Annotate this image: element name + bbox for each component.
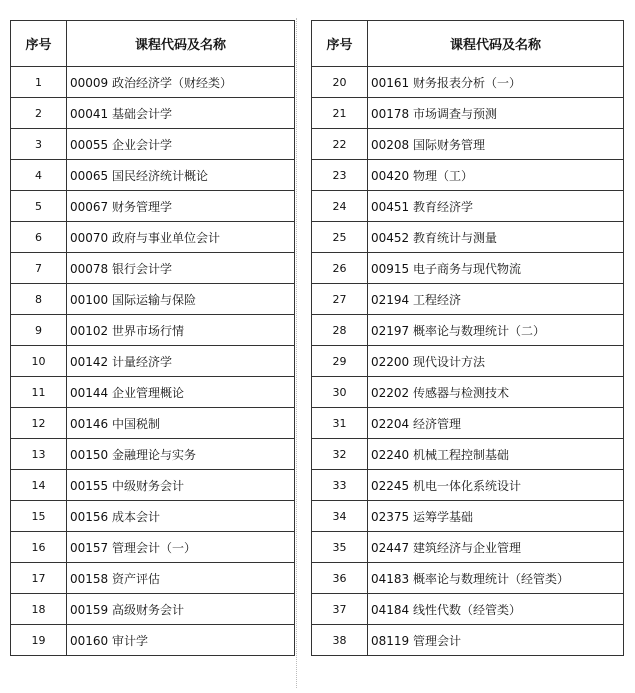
row-number: 36	[312, 563, 368, 594]
table-row	[312, 222, 624, 253]
row-number: 5	[11, 191, 67, 222]
course-name: 02447 建筑经济与企业管理	[368, 532, 624, 563]
course-name: 00041 基础会计学	[67, 98, 295, 129]
table-row	[312, 160, 624, 191]
table-row	[312, 408, 624, 439]
course-name: 00157 管理会计（一）	[67, 532, 295, 563]
table-row	[11, 501, 295, 532]
row-number: 24	[312, 191, 368, 222]
table-row	[312, 191, 624, 222]
table-row	[312, 470, 624, 501]
row-number: 32	[312, 439, 368, 470]
row-number: 15	[11, 501, 67, 532]
row-number: 25	[312, 222, 368, 253]
table-row	[11, 594, 295, 625]
row-number: 31	[312, 408, 368, 439]
table-row	[11, 346, 295, 377]
course-table-right	[311, 20, 624, 656]
header-course: 课程代码及名称	[67, 21, 295, 67]
table-row	[312, 98, 624, 129]
table-row	[312, 129, 624, 160]
course-name: 04184 线性代数（经管类）	[368, 594, 624, 625]
table-row	[11, 377, 295, 408]
table-row	[312, 625, 624, 656]
row-number: 4	[11, 160, 67, 191]
course-name: 00158 资产评估	[67, 563, 295, 594]
row-number: 38	[312, 625, 368, 656]
row-number: 29	[312, 346, 368, 377]
row-number: 1	[11, 67, 67, 98]
course-name: 00142 计量经济学	[67, 346, 295, 377]
course-name: 02202 传感器与检测技术	[368, 377, 624, 408]
course-name: 04183 概率论与数理统计（经管类）	[368, 563, 624, 594]
table-row	[312, 253, 624, 284]
course-name: 08119 管理会计	[368, 625, 624, 656]
course-name: 00160 审计学	[67, 625, 295, 656]
row-number: 19	[11, 625, 67, 656]
table-row	[11, 408, 295, 439]
row-number: 6	[11, 222, 67, 253]
course-name: 00155 中级财务会计	[67, 470, 295, 501]
row-number: 30	[312, 377, 368, 408]
row-number: 20	[312, 67, 368, 98]
row-number: 21	[312, 98, 368, 129]
row-number: 35	[312, 532, 368, 563]
course-name: 00065 国民经济统计概论	[67, 160, 295, 191]
course-name: 02194 工程经济	[368, 284, 624, 315]
row-number: 8	[11, 284, 67, 315]
course-name: 02375 运筹学基础	[368, 501, 624, 532]
course-name: 00009 政治经济学（财经类）	[67, 67, 295, 98]
table-row	[11, 563, 295, 594]
row-number: 10	[11, 346, 67, 377]
row-number: 33	[312, 470, 368, 501]
table-row	[11, 253, 295, 284]
course-name: 00067 财务管理学	[67, 191, 295, 222]
course-name: 00055 企业会计学	[67, 129, 295, 160]
table-row	[11, 191, 295, 222]
center-divider	[296, 18, 297, 688]
table-row	[312, 377, 624, 408]
course-name: 00159 高级财务会计	[67, 594, 295, 625]
row-number: 11	[11, 377, 67, 408]
table-row	[312, 501, 624, 532]
row-number: 13	[11, 439, 67, 470]
course-name: 00451 教育经济学	[368, 191, 624, 222]
row-number: 17	[11, 563, 67, 594]
row-number: 2	[11, 98, 67, 129]
course-name: 00070 政府与事业单位会计	[67, 222, 295, 253]
course-name: 02245 机电一体化系统设计	[368, 470, 624, 501]
table-row	[11, 160, 295, 191]
row-number: 3	[11, 129, 67, 160]
course-name: 00144 企业管理概论	[67, 377, 295, 408]
row-number: 37	[312, 594, 368, 625]
course-name: 00100 国际运输与保险	[67, 284, 295, 315]
course-name: 00102 世界市场行情	[67, 315, 295, 346]
header-row	[11, 21, 295, 67]
header-row	[312, 21, 624, 67]
course-name: 00146 中国税制	[67, 408, 295, 439]
row-number: 22	[312, 129, 368, 160]
table-row	[11, 625, 295, 656]
row-number: 9	[11, 315, 67, 346]
row-number: 23	[312, 160, 368, 191]
course-name: 00420 物理（工）	[368, 160, 624, 191]
course-table-left	[10, 20, 295, 656]
course-name: 00150 金融理论与实务	[67, 439, 295, 470]
table-row	[11, 129, 295, 160]
table-row	[11, 284, 295, 315]
table-row	[312, 563, 624, 594]
course-name: 00208 国际财务管理	[368, 129, 624, 160]
table-row	[11, 67, 295, 98]
course-name: 00915 电子商务与现代物流	[368, 253, 624, 284]
course-name: 02200 现代设计方法	[368, 346, 624, 377]
table-row	[312, 284, 624, 315]
course-name: 00452 教育统计与测量	[368, 222, 624, 253]
row-number: 27	[312, 284, 368, 315]
course-name: 02240 机械工程控制基础	[368, 439, 624, 470]
course-name: 00156 成本会计	[67, 501, 295, 532]
row-number: 14	[11, 470, 67, 501]
row-number: 26	[312, 253, 368, 284]
course-name: 00161 财务报表分析（一）	[368, 67, 624, 98]
table-row	[312, 532, 624, 563]
row-number: 34	[312, 501, 368, 532]
row-number: 16	[11, 532, 67, 563]
header-seq: 序号	[11, 21, 67, 67]
table-row	[312, 67, 624, 98]
table-row	[11, 222, 295, 253]
course-name: 02197 概率论与数理统计（二）	[368, 315, 624, 346]
row-number: 12	[11, 408, 67, 439]
table-row	[11, 470, 295, 501]
course-name: 00178 市场调查与预测	[368, 98, 624, 129]
table-row	[312, 439, 624, 470]
table-row	[11, 439, 295, 470]
header-seq: 序号	[312, 21, 368, 67]
table-row	[312, 315, 624, 346]
table-row	[312, 346, 624, 377]
table-row	[11, 532, 295, 563]
row-number: 18	[11, 594, 67, 625]
row-number: 28	[312, 315, 368, 346]
row-number: 7	[11, 253, 67, 284]
table-row	[312, 594, 624, 625]
course-name: 02204 经济管理	[368, 408, 624, 439]
header-course: 课程代码及名称	[368, 21, 624, 67]
table-row	[11, 315, 295, 346]
course-name: 00078 银行会计学	[67, 253, 295, 284]
table-row	[11, 98, 295, 129]
